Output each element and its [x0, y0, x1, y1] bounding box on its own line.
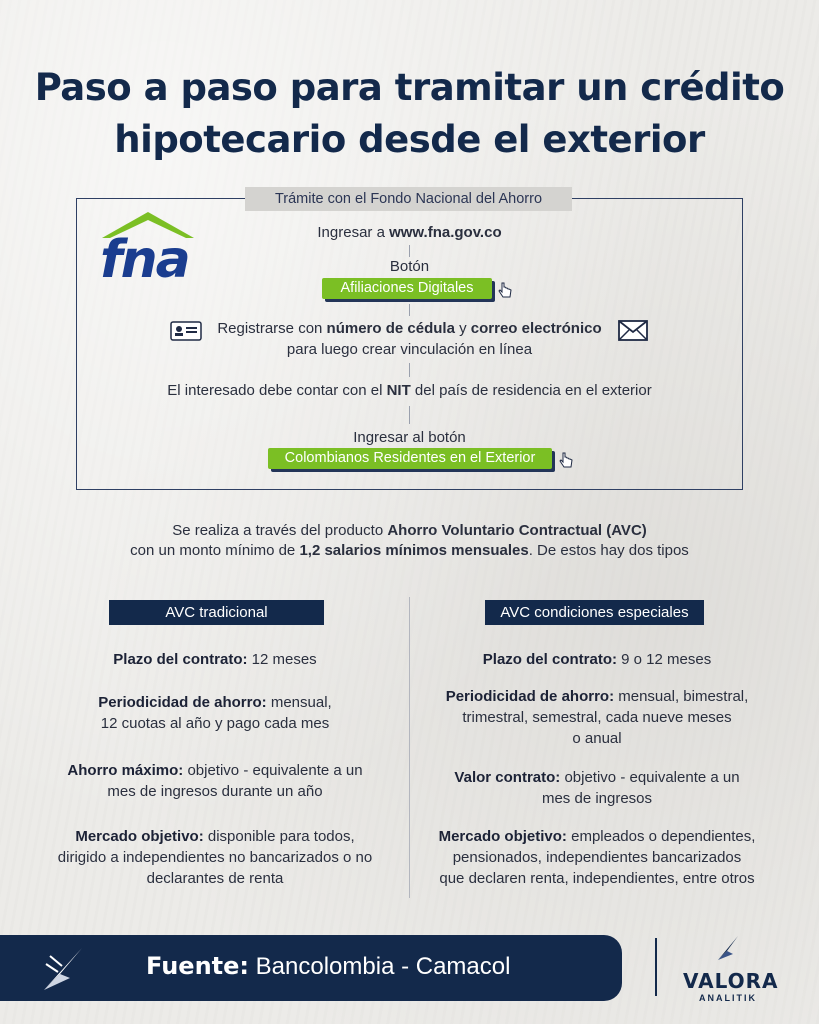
left-mkt-line1 — [30, 826, 400, 847]
avc-intro — [0, 521, 819, 561]
footer-separator — [655, 938, 657, 996]
fna-box-header: Trámite con el Fondo Nacional del Ahorro — [245, 187, 572, 211]
valora-logo-arrow-icon — [715, 934, 741, 962]
right-period-label: Periodicidad de ahorro: — [445, 688, 615, 705]
title-line-1: Paso a paso para tramitar un crédito — [34, 66, 785, 109]
intro-avc-product: Ahorro Voluntario Contractual (AVC) — [387, 522, 647, 539]
left-max-line1 — [30, 760, 400, 781]
left-mkt-line2: dirigido a independientes no bancarizados o no — [57, 849, 373, 866]
column-divider — [409, 597, 410, 898]
left-mkt-label: Mercado objetivo: — [75, 828, 204, 845]
connector-line — [409, 363, 410, 377]
page-title — [0, 62, 819, 166]
footer-source — [146, 952, 510, 981]
intro-minimum-amount: 1,2 salarios mínimos mensuales — [299, 542, 529, 559]
step3-text-a: Registrarse con — [217, 320, 327, 337]
step3-text-c: y — [454, 320, 471, 337]
step3-id-number: número de cédula — [326, 320, 455, 337]
fna-logo-text: fna — [100, 230, 189, 290]
hand-cursor-icon — [498, 281, 514, 299]
left-plazo-label: Plazo del contrato: — [113, 651, 248, 668]
right-period-line1 — [412, 686, 782, 707]
left-period-label: Periodicidad de ahorro: — [98, 694, 267, 711]
right-valor-contrato — [412, 767, 782, 809]
right-mkt-value: empleados o dependientes, — [566, 828, 756, 845]
right-period-value: mensual, bimestral, — [614, 688, 749, 705]
connector-line — [409, 406, 410, 424]
left-max-label: Ahorro máximo: — [67, 762, 184, 779]
step4-nit: NIT — [386, 382, 411, 399]
right-val-label: Valor contrato: — [454, 769, 561, 786]
envelope-icon — [618, 320, 648, 341]
step-nit-requirement — [76, 382, 743, 399]
avc-tradicional-header: AVC tradicional — [109, 600, 324, 625]
step4-text-a: El interesado debe contar con el — [167, 382, 387, 399]
left-mercado — [30, 826, 400, 889]
intro-line1 — [0, 521, 819, 541]
left-period-line1 — [30, 692, 400, 713]
intro-line2 — [0, 541, 819, 561]
left-max-value: objetivo - equivalente a un — [183, 762, 363, 779]
valora-brand-sub: ANALITIK — [699, 993, 757, 1003]
valora-brand-name: VALORA — [683, 969, 779, 993]
step1-prefix: Ingresar a — [317, 224, 390, 241]
left-ahorro-maximo — [30, 760, 400, 802]
title-line-2: hipotecario desde el exterior — [114, 118, 705, 161]
right-val-value: objetivo - equivalente a un — [560, 769, 740, 786]
right-period-line3: o anual — [572, 730, 622, 747]
fna-logo — [98, 208, 198, 294]
right-mercado — [412, 826, 782, 889]
left-mkt-value: disponible para todos, — [203, 828, 355, 845]
step3-line2: para luego crear vinculación en línea — [286, 341, 533, 358]
valora-analitik-logo — [683, 934, 779, 1003]
left-plazo — [30, 649, 400, 670]
left-max-line2: mes de ingresos durante un año — [107, 783, 323, 800]
hand-cursor-icon — [559, 451, 575, 469]
intro-text-a: Se realiza a través del producto — [172, 522, 388, 539]
colombianos-residentes-exterior-button[interactable]: Colombianos Residentes en el Exterior — [268, 448, 552, 469]
footer-source-label: Fuente: — [146, 952, 249, 980]
right-plazo — [412, 649, 782, 670]
right-mkt-line1 — [412, 826, 782, 847]
valora-arrow-icon — [40, 944, 86, 992]
step2-label: Botón — [389, 258, 430, 275]
step5-label: Ingresar al botón — [353, 429, 466, 446]
connector-line — [409, 245, 410, 257]
step4-text-c: del país de residencia en el exterior — [410, 382, 652, 399]
right-val-line1 — [412, 767, 782, 788]
right-mkt-line2: pensionados, independientes bancarizados — [452, 849, 742, 866]
left-period-line2: 12 cuotas al año y pago cada mes — [100, 715, 330, 732]
right-plazo-value: 9 o 12 meses — [616, 651, 712, 668]
avc-especiales-header: AVC condiciones especiales — [485, 600, 704, 625]
right-plazo-label: Plazo del contrato: — [482, 651, 617, 668]
right-val-line2: mes de ingresos — [541, 790, 653, 807]
step-enter-website — [76, 224, 743, 241]
intro-text-e: . De estos hay dos tipos — [528, 542, 689, 559]
intro-text-c: con un monto mínimo de — [130, 542, 300, 559]
connector-line — [409, 304, 410, 316]
fna-website-link[interactable]: www.fna.gov.co — [389, 224, 502, 241]
right-mkt-line3: que declaren renta, independientes, entre otros — [439, 870, 755, 887]
left-plazo-value: 12 meses — [247, 651, 317, 668]
left-period-value: mensual, — [266, 694, 332, 711]
afiliaciones-digitales-button[interactable]: Afiliaciones Digitales — [322, 278, 492, 299]
right-period-line2: trimestral, semestral, cada nueve meses — [462, 709, 732, 726]
footer-source-value: Bancolombia - Camacol — [249, 953, 511, 980]
left-mkt-line3: declarantes de renta — [146, 870, 284, 887]
left-periodicidad — [30, 692, 400, 734]
right-mkt-label: Mercado objetivo: — [438, 828, 567, 845]
right-periodicidad — [412, 686, 782, 749]
step3-email: correo electrónico — [470, 320, 602, 337]
